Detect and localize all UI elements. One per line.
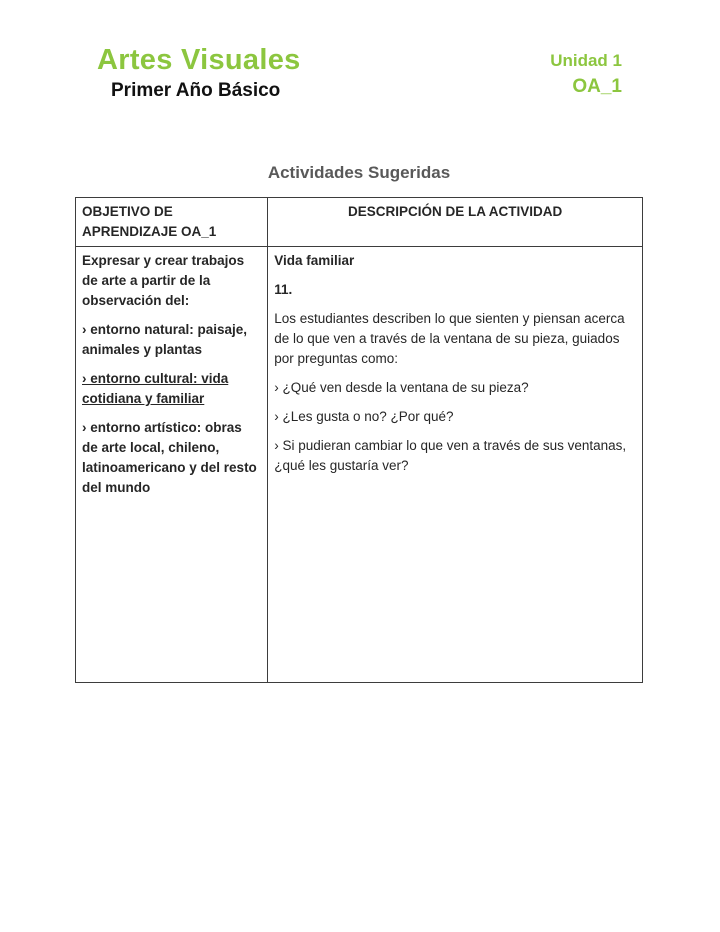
oa-label: OA_1 [572, 76, 622, 97]
activity-topic: Vida familiar [274, 253, 355, 268]
objective-cell [76, 247, 268, 683]
activity-question-2: › ¿Les gusta o no? ¿Por qué? [274, 409, 454, 424]
activity-number: 11. [274, 282, 293, 297]
unit-label: Unidad 1 [550, 51, 622, 70]
document-title: Artes Visuales [97, 44, 301, 76]
table-header-row [76, 198, 643, 247]
document-subtitle: Primer Año Básico [111, 80, 281, 101]
section-title: Actividades Sugeridas [267, 163, 451, 182]
objective-intro: Expresar y crear trabajos de arte a partir de la observación del: [82, 253, 245, 308]
header-right [550, 44, 622, 98]
activity-question-1: › ¿Qué ven desde la ventana de su pieza? [274, 380, 529, 395]
activity-cell [268, 247, 643, 683]
objective-item-natural: › entorno natural: paisaje, animales y plantas [82, 322, 248, 357]
objective-item-cultural: › entorno cultural: vida cotidiana y familiar [82, 371, 229, 406]
table-body-row [76, 247, 643, 683]
activity-question-3: › Si pudieran cambiar lo que ven a través de sus ventanas, ¿qué les gustaría ver? [274, 438, 627, 473]
activity-description: Los estudiantes describen lo que sienten y piensan acerca de lo que ven a través de la ventana de su pieza, guiados por preguntas como: [274, 311, 625, 366]
col-header-objective: OBJETIVO DE APRENDIZAJE OA_1 [76, 198, 268, 247]
col-header-description: DESCRIPCIÓN DE LA ACTIVIDAD [268, 198, 643, 247]
objective-item-artistico: › entorno artístico: obras de arte local, chileno, latinoamericano y del resto del mundo [82, 420, 257, 495]
page-header [75, 44, 643, 102]
activities-table [75, 197, 643, 683]
header-left [97, 44, 301, 102]
